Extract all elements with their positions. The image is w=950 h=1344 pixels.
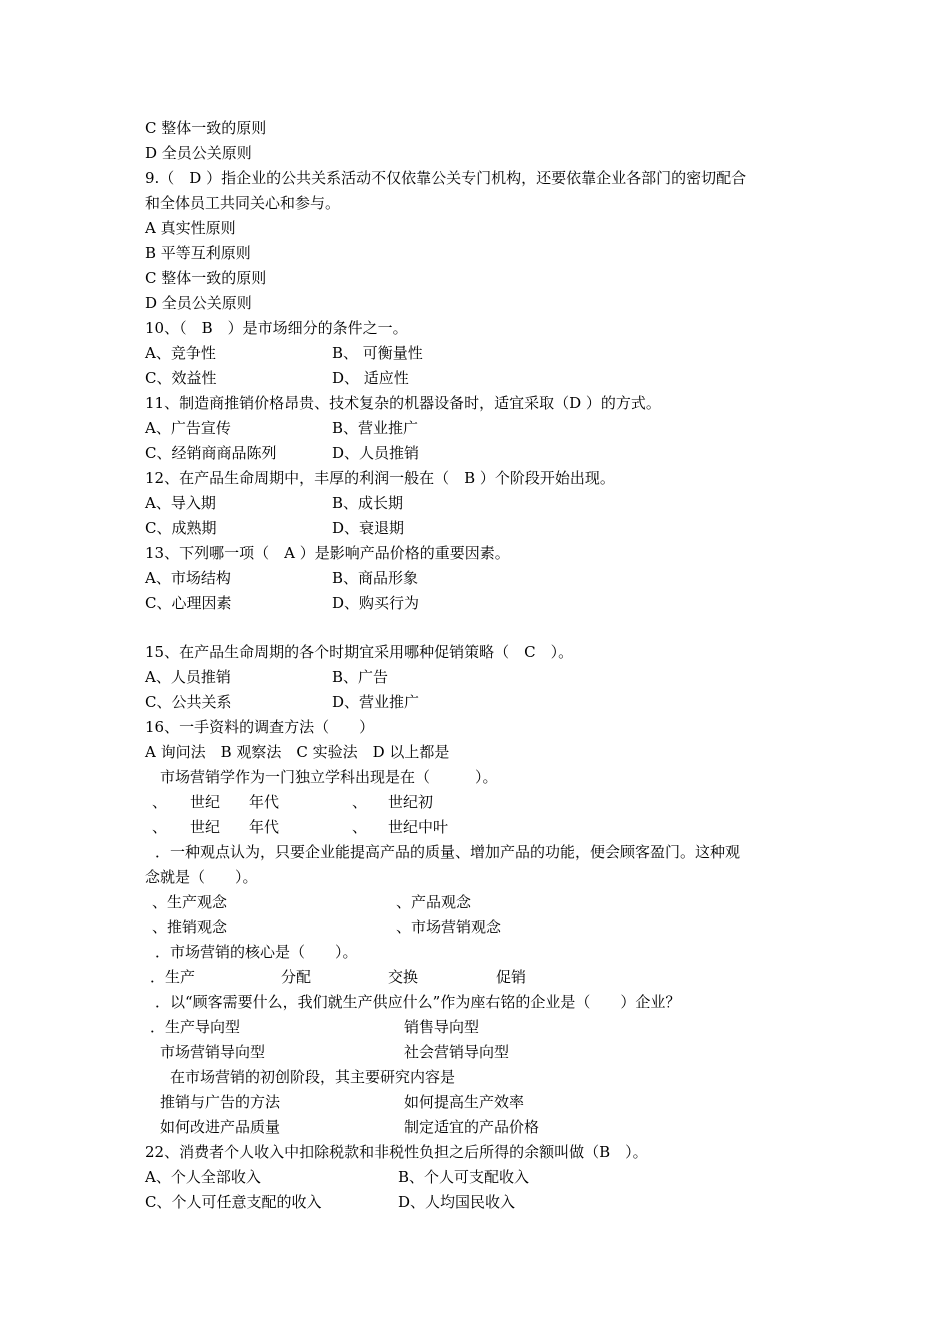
option-line: C 整体一致的原则 [145, 269, 267, 287]
option: B、 可衡量性 [332, 344, 423, 362]
option: B、广告 [332, 668, 389, 686]
option: 促销 [496, 968, 527, 986]
question: ．市场营销的核心是（ ）。 [155, 943, 358, 961]
question-11: 11、制造商推销价格昂贵、技术复杂的机器设备时，适宜采取（D ）的方式。 [145, 394, 661, 412]
option: 社会营销导向型 [404, 1043, 510, 1061]
option: 世纪 [190, 793, 221, 811]
option: 交换 [388, 968, 419, 986]
option: C、成熟期 [145, 519, 217, 537]
option: D、衰退期 [332, 519, 405, 537]
option: A、广告宣传 [145, 419, 231, 437]
option: 世纪初 [388, 793, 434, 811]
option: 年代 [249, 818, 280, 836]
option: 、生产观念 [152, 893, 228, 911]
question-9-cont: 和全体员工共同关心和参与。 [145, 194, 341, 212]
option: A、个人全部收入 [145, 1168, 261, 1186]
option: B、成长期 [332, 494, 404, 512]
option-line: C 整体一致的原则 [145, 119, 267, 137]
question-15: 15、在产品生命周期的各个时期宜采用哪种促销策略（ C ）。 [145, 643, 574, 661]
option: C、经销商商品陈列 [145, 444, 277, 462]
option: 、推销观念 [152, 918, 228, 936]
option: C、公共关系 [145, 693, 232, 711]
option-line: B 平等互利原则 [145, 244, 251, 262]
option: 世纪 [190, 818, 221, 836]
question: 市场营销学作为一门独立学科出现是在（ ）。 [145, 768, 498, 786]
option: D、营业推广 [332, 693, 420, 711]
option: D、 适应性 [332, 369, 409, 387]
option: 年代 [249, 793, 280, 811]
option: 分配 [281, 968, 312, 986]
question-12: 12、在产品生命周期中，丰厚的利润一般在（ B ）个阶段开始出现。 [145, 469, 615, 487]
option: D、人员推销 [332, 444, 420, 462]
option: B、个人可支配收入 [398, 1168, 530, 1186]
option-line: A 询问法 B 观察法 C 实验法 D 以上都是 [145, 743, 450, 761]
option: 、 [152, 818, 168, 836]
option: 如何提高生产效率 [404, 1093, 525, 1111]
question-9: 9.（ D ）指企业的公共关系活动不仅依靠公关专门机构，还要依靠企业各部门的密切配合 [145, 169, 747, 187]
option: 销售导向型 [404, 1018, 480, 1036]
question-13: 13、下列哪一项（ A ）是影响产品价格的重要因素。 [145, 544, 510, 562]
option-line: D 全员公关原则 [145, 294, 252, 312]
option: A、竞争性 [145, 344, 216, 362]
option: A、导入期 [145, 494, 216, 512]
option: 、 [352, 793, 368, 811]
option: D、购买行为 [332, 594, 420, 612]
option: A、人员推销 [145, 668, 231, 686]
option: 、市场营销观念 [396, 918, 502, 936]
option: ．生产 [150, 968, 196, 986]
option: 制定适宜的产品价格 [404, 1118, 540, 1136]
option-line: D 全员公关原则 [145, 144, 252, 162]
option: ．生产导向型 [150, 1018, 241, 1036]
option: D、人均国民收入 [398, 1193, 516, 1211]
question-22: 22、消费者个人收入中扣除税款和非税性负担之后所得的余额叫做（B ）。 [145, 1143, 648, 1161]
option: 、 [352, 818, 368, 836]
option-line: A 真实性原则 [145, 219, 236, 237]
question-10: 10、（ B ）是市场细分的条件之一。 [145, 319, 408, 337]
option: 、 [152, 793, 168, 811]
option: C、效益性 [145, 369, 217, 387]
option: 如何改进产品质量 [160, 1118, 281, 1136]
question: ．一种观点认为，只要企业能提高产品的质量、增加产品的功能，便会顾客盈门。这种观 [155, 843, 741, 861]
option: 世纪中叶 [388, 818, 449, 836]
question-16: 16、一手资料的调查方法（ ） [145, 718, 375, 736]
question: 在市场营销的初创阶段，其主要研究内容是 [155, 1068, 456, 1086]
option: 、产品观念 [396, 893, 472, 911]
option: 推销与广告的方法 [160, 1093, 281, 1111]
question: ．以“顾客需要什么，我们就生产供应什么”作为座右铭的企业是（ ）企业？ [155, 993, 681, 1011]
option: B、营业推广 [332, 419, 419, 437]
option: C、心理因素 [145, 594, 232, 612]
question-cont: 念就是（ ）。 [145, 868, 258, 886]
option: C、个人可任意支配的收入 [145, 1193, 322, 1211]
option: 市场营销导向型 [160, 1043, 266, 1061]
option: A、市场结构 [145, 569, 231, 587]
option: B、商品形象 [332, 569, 419, 587]
